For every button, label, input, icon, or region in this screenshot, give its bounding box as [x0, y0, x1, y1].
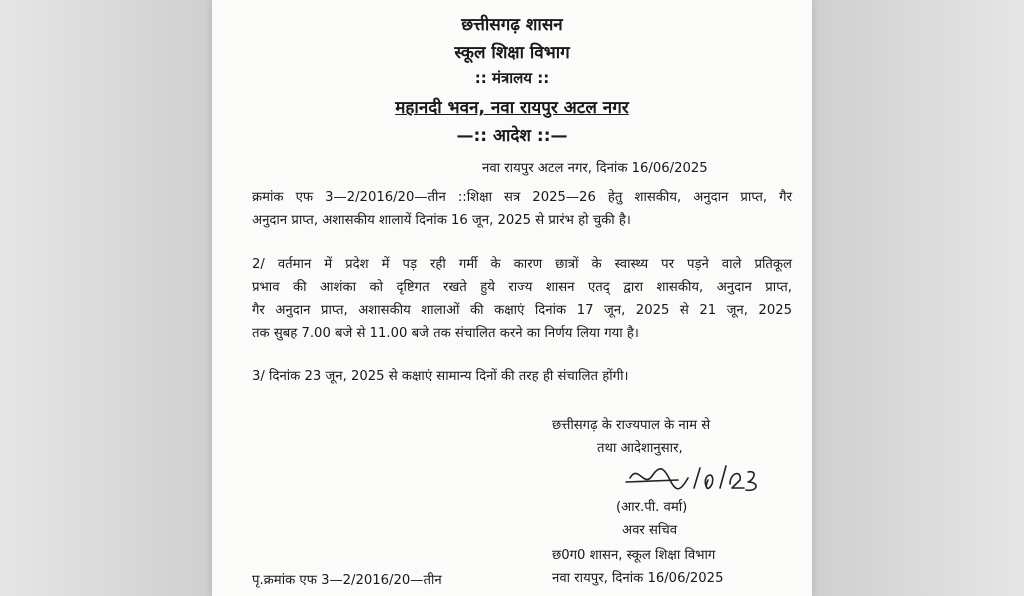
department-name: स्कूल शिक्षा विभाग — [454, 43, 570, 63]
signature-authority-line1: छत्तीसगढ़ के राज्यपाल के नाम से — [552, 418, 711, 433]
order-heading: —:: आदेश ::— — [456, 126, 568, 146]
ministry-label: :: मंत्रालय :: — [474, 69, 550, 87]
signatory-name: (आर.पी. वर्मा) — [616, 500, 688, 515]
para1-line1: क्रमांक एफ 3—2/2016/20—तीन ::शिक्षा सत्र 2025—26 हेतु शासकीय, अनुदान प्राप्त, गैर — [252, 190, 792, 205]
para2-line1: 2/ वर्तमान में प्रदेश में पड़ रही गर्मी के कारण छात्रों के स्वास्थ्य पर पड़ने वाले प्रतिकूल — [252, 257, 792, 272]
office-address: महानदी भवन, नवा रायपुर अटल नगर — [395, 98, 629, 118]
signatory-designation: अवर सचिव — [622, 523, 678, 538]
background-right — [812, 0, 1024, 596]
para2-line2: प्रभाव की आशंका को दृष्टिगत रखते हुये राज्य शासन एतद् द्वारा शासकीय, अनुदान प्राप्त, — [252, 280, 792, 295]
para1-line2: अनुदान प्राप्त, अशासकीय शालायें दिनांक 16 जून, 2025 से प्रारंभ हो चुकी है। — [252, 213, 631, 228]
para3: 3/ दिनांक 23 जून, 2025 से कक्षाएं सामान्य दिनों की तरह ही संचालित होंगी। — [252, 369, 629, 384]
para2-line3: गैर अनुदान प्राप्त, अशासकीय शालाओं की कक्षाएं दिनांक 17 जून, 2025 से 21 जून, 2025 — [252, 303, 792, 318]
endorsement-reference: पृ.क्रमांक एफ 3—2/2016/20—तीन — [252, 573, 442, 588]
signature-authority-line2: तथा आदेशानुसार, — [597, 441, 683, 456]
signature-place-date: नवा रायपुर, दिनांक 16/06/2025 — [552, 571, 724, 586]
govt-name: छत्तीसगढ़ शासन — [461, 15, 563, 35]
signatory-department: छ0ग0 शासन, स्कूल शिक्षा विभाग — [552, 548, 716, 563]
order-place-date: नवा रायपुर अटल नगर, दिनांक 16/06/2025 — [482, 161, 708, 176]
para2-line4: तक सुबह 7.00 बजे से 11.00 बजे तक संचालित करने का निर्णय लिया गया है। — [252, 326, 639, 341]
background-left — [0, 0, 212, 596]
order-document — [212, 0, 812, 596]
